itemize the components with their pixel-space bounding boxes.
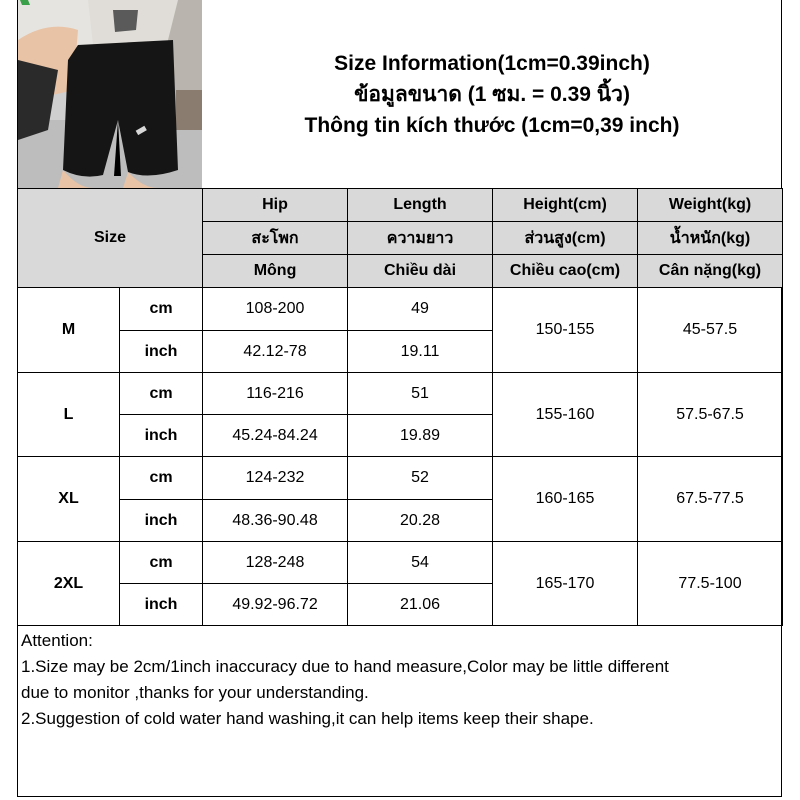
product-photo (18, 0, 202, 188)
hip-inch-cell: 45.24-84.24 (203, 415, 348, 457)
length-inch-cell: 19.89 (348, 415, 493, 457)
unit-cell: inch (120, 331, 203, 373)
weight-cell: 45-57.5 (638, 288, 783, 373)
header-height-thai: ส่วนสูง(cm) (493, 222, 638, 255)
unit-cell: inch (120, 500, 203, 542)
weight-cell: 67.5-77.5 (638, 457, 783, 542)
hip-inch-cell: 49.92-96.72 (203, 584, 348, 626)
weight-cell: 77.5-100 (638, 542, 783, 626)
header-height-vietnamese: Chiều cao(cm) (493, 255, 638, 288)
hip-cm-cell: 124-232 (203, 457, 348, 500)
header-hip-thai: สะโพก (203, 222, 348, 255)
size-table (17, 188, 783, 626)
unit-cell: cm (120, 457, 203, 500)
hip-cm-cell: 116-216 (203, 373, 348, 415)
table-row (18, 288, 783, 331)
length-cm-cell: 49 (348, 288, 493, 331)
height-cell: 155-160 (493, 373, 638, 457)
table-row (18, 457, 783, 500)
note-line-2: due to monitor ,thanks for your understanding. (21, 683, 369, 702)
header-hip: Hip (203, 189, 348, 222)
length-inch-cell: 20.28 (348, 500, 493, 542)
size-cell: XL (18, 457, 120, 542)
note-line-1: 1.Size may be 2cm/1inch inaccuracy due to hand measure,Color may be little different (21, 657, 669, 676)
header-hip-vietnamese: Mông (203, 255, 348, 288)
hip-inch-cell: 48.36-90.48 (203, 500, 348, 542)
attention-notes (21, 628, 779, 732)
header-length-vietnamese: Chiều dài (348, 255, 493, 288)
size-cell: L (18, 373, 120, 457)
hip-cm-cell: 108-200 (203, 288, 348, 331)
hip-inch-cell: 42.12-78 (203, 331, 348, 373)
header-length-thai: ความยาว (348, 222, 493, 255)
length-inch-cell: 21.06 (348, 584, 493, 626)
size-cell: 2XL (18, 542, 120, 626)
header-length: Length (348, 189, 493, 222)
title-thai: ข้อมูลขนาด (1 ซม. = 0.39 นิ้ว) (354, 82, 630, 106)
unit-cell: cm (120, 288, 203, 331)
length-cm-cell: 54 (348, 542, 493, 584)
unit-cell: inch (120, 415, 203, 457)
unit-cell: cm (120, 542, 203, 584)
size-header: Size (18, 189, 203, 288)
notes-heading: Attention: (21, 631, 93, 650)
unit-cell: cm (120, 373, 203, 415)
title-block (203, 0, 781, 188)
length-inch-cell: 19.11 (348, 331, 493, 373)
header-height: Height(cm) (493, 189, 638, 222)
height-cell: 165-170 (493, 542, 638, 626)
table-row (18, 373, 783, 415)
unit-cell: inch (120, 584, 203, 626)
note-line-3: 2.Suggestion of cold water hand washing,it can help items keep their shape. (21, 709, 594, 728)
weight-cell: 57.5-67.5 (638, 373, 783, 457)
product-photo-graphic (18, 0, 202, 188)
header-weight-vietnamese: Cân nặng(kg) (638, 255, 783, 288)
size-cell: M (18, 288, 120, 373)
length-cm-cell: 51 (348, 373, 493, 415)
table-row (18, 542, 783, 584)
title-english: Size Information(1cm=0.39inch) (334, 51, 650, 75)
height-cell: 150-155 (493, 288, 638, 373)
header-row-english (18, 189, 783, 222)
header-weight-thai: น้ำหนัก(kg) (638, 222, 783, 255)
hip-cm-cell: 128-248 (203, 542, 348, 584)
length-cm-cell: 52 (348, 457, 493, 500)
title-vietnamese: Thông tin kích thước (1cm=0,39 inch) (304, 113, 680, 137)
header-weight: Weight(kg) (638, 189, 783, 222)
height-cell: 160-165 (493, 457, 638, 542)
